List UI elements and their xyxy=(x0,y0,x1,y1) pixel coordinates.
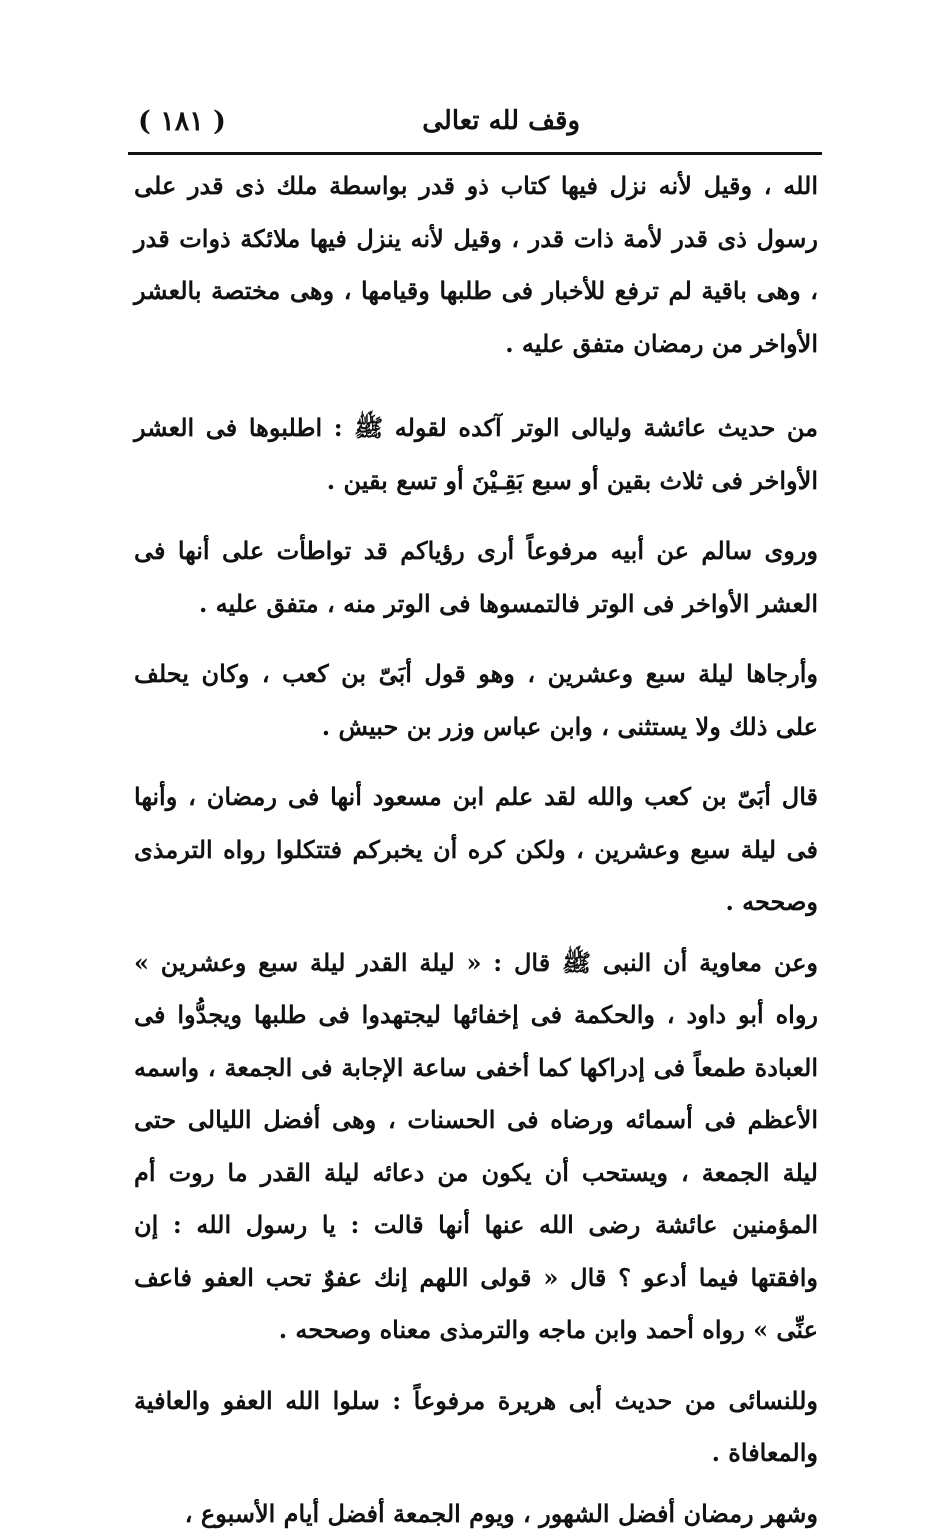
paragraph-6: وعن معاوية أن النبى ﷺ قال : « ليلة القدر ليلة سبع وعشرين » رواه أبو داود ، والحكمة فى إخفائها ليجتهدوا فى طلبها ويجدُّوا فى العبادة طمعاً فى إدراكها كما أخفى ساعة الإجابة فى الجمعة ، واسمه الأعظم فى أسمائه ورضاه فى الحسنات ، وهى أفضل الليالى حتى ليلة الجمعة ، ويستحب أن يكون من دعائه ليلة القدر ما روت أم المؤمنين عائشة رضى الله عنها أنها قالت : يا رسول الله : إن وافقتها فيما أدعو ؟ قال « قولى اللهم إنك عفوٌ تحب العفو فاعف عنِّى » رواه أحمد وابن ماجه والترمذى معناه وصححه . xyxy=(134,937,818,1357)
paragraph-7: وللنسائى من حديث أبى هريرة مرفوعاً : سلوا الله العفو والعافية والمعافاة . xyxy=(134,1375,818,1480)
paragraph-2: من حديث عائشة وليالى الوتر آكده لقوله ﷺ : اطلبوها فى العشر الأواخر فى ثلاث بقين أو سبع بَقِـيْنَ أو تسع بقين . xyxy=(134,402,818,507)
paragraph-8: وشهر رمضان أفضل الشهور ، ويوم الجمعة أفضل أيام الأسبوع ، xyxy=(134,1488,818,1540)
paragraph-5: قال أبَىّ بن كعب والله لقد علم ابن مسعود أنها فى رمضان ، وأنها فى ليلة سبع وعشرين ، ولكن كره أن يخبركم فتتكلوا رواه الترمذى وصححه . xyxy=(134,771,818,929)
header-divider xyxy=(128,152,822,155)
page-number: ( ١٨١ ) xyxy=(138,106,226,137)
paragraph-4: وأرجاها ليلة سبع وعشرين ، وهو قول أبَىّ بن كعب ، وكان يحلف على ذلك ولا يستثنى ، وابن عباس وزر بن حبيش . xyxy=(134,648,818,753)
page-header xyxy=(130,96,820,156)
paragraph-1: الله ، وقيل لأنه نزل فيها كتاب ذو قدر بواسطة ملك ذى قدر على رسول ذى قدر لأمة ذات قدر ، وقيل لأنه ينزل فيها ملائكة ذوات قدر ، وهى باقية لم ترفع للأخبار فى طلبها وقيامها ، وهى مختصة بالعشر الأواخر من رمضان متفق عليه . xyxy=(134,160,818,370)
running-title: وقف لله تعالى xyxy=(422,106,580,136)
paragraph-3: وروى سالم عن أبيه مرفوعاً أرى رؤياكم قد تواطأت على أنها فى العشر الأواخر فى الوتر فالتمسوها فى الوتر منه ، متفق عليه . xyxy=(134,525,818,630)
body-text xyxy=(134,160,818,1540)
